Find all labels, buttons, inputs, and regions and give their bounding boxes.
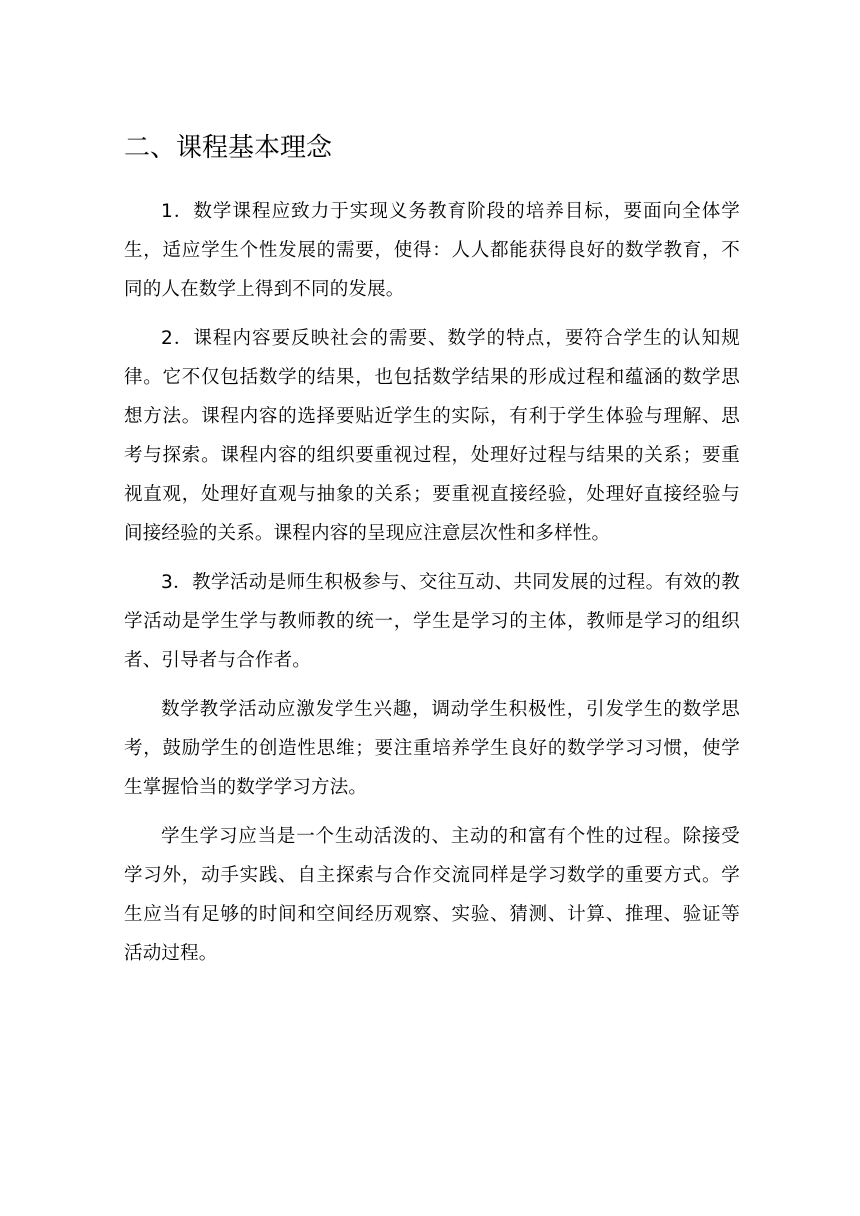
paragraph-3: 3．教学活动是师生积极参与、交往互动、共同发展的过程。有效的教学活动是学生学与教师教的统一，学生是学习的主体，教师是学习的组织者、引导者与合作者。: [124, 572, 740, 671]
paragraph-2: 2．课程内容要反映社会的需要、数学的特点，要符合学生的认知规律。它不仅包括数学的结果，也包括数学结果的形成过程和蕴涵的数学思想方法。课程内容的选择要贴近学生的实际，有利于学生体验与理解、思考与探索。课程内容的组织要重视过程，处理好过程与结果的关系；要重视直观，处理好直观与抽象的关系；要重视直接经验，处理好直接经验与间接经验的关系。课程内容的呈现应注意层次性和多样性。: [124, 328, 740, 544]
paragraph-5: 学生学习应当是一个生动活泼的、主动的和富有个性的过程。除接受学习外，动手实践、自主探索与合作交流同样是学习数学的重要方式。学生应当有足够的时间和空间经历观察、实验、猜测、计算、推理、验证等活动过程。: [124, 826, 740, 964]
document-content: [124, 126, 740, 983]
paragraph-1: 1．数学课程应致力于实现义务教育阶段的培养目标，要面向全体学生，适应学生个性发展的需要，使得：人人都能获得良好的数学教育，不同的人在数学上得到不同的发展。: [124, 201, 740, 300]
paragraph-4: 数学教学活动应激发学生兴趣，调动学生积极性，引发学生的数学思考，鼓励学生的创造性思维；要注重培养学生良好的数学学习习惯，使学生掌握恰当的数学学习方法。: [124, 699, 740, 798]
section-heading: 二、课程基本理念: [124, 133, 333, 163]
